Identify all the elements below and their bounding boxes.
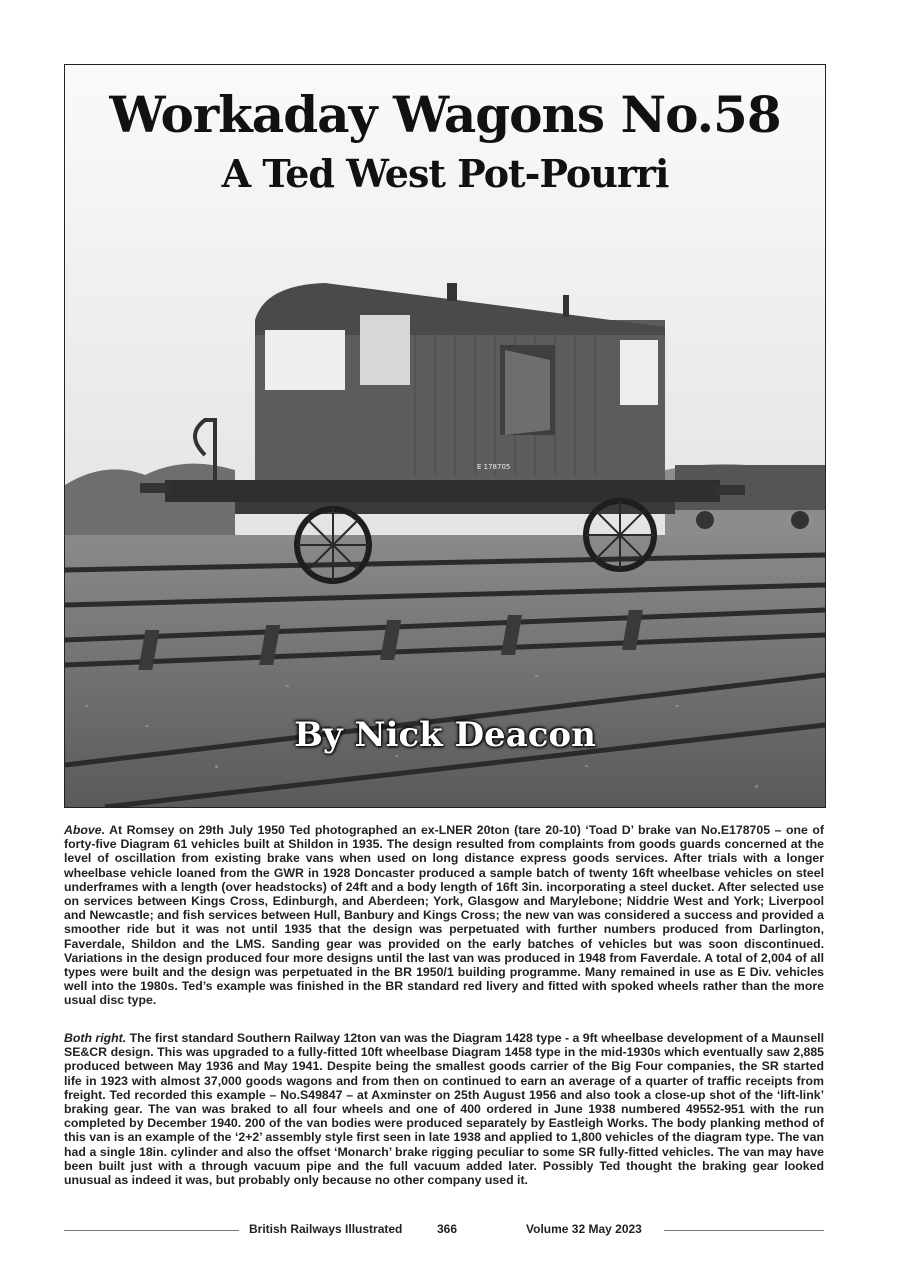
byline: By Nick Deacon bbox=[294, 715, 596, 755]
caption-both-right bbox=[64, 1031, 824, 1187]
caption-text: At Romsey on 29th July 1950 Ted photographed an ex-LNER 20ton (tare 20-10) ‘Toad D’ brake van No.E178705 – one of forty-five Diagram 61 vehicles built at Shildon in 1935. The design resulted from complaints from goods guards concerned at the level of oscillation from existing brake vans when used on long distance express goods services. After trials with a longer wheelbase vehicle loaned from the GWR in 1928 Doncaster produced a sample batch of twenty 16ft wheelbase vehicles on steel underframes with a length (over headstocks) of 24ft and a body length of 16ft 3in. incorporating a steel ducket. After selected use on services between Kings Cross, Edinburgh, and Aberdeen; York, Glasgow and Marylebone; Niddrie West and York; Liverpool and Newcastle; and fish services between Hull, Banbury and Kings Cross; the new van was considered a success and provided a smoother ride but it was not until 1935 that the design was perpetuated with further numbers produced from Darlington, Faverdale, Shildon and the LMS. Sanding gear was provided on the early batches of vehicles but was soon discontinued. Variations in the design produced four more designs until the last van was produced in 1948 from Faverdale. A total of 2,004 of all types were built and the design was perpetuated in the BR 1950/1 building programme. Many remained in use as E Div. vehicles well into the 1980s. Ted’s example was finished in the BR standard red livery and fitted with spoked wheels rather than the more usual disc type. bbox=[64, 823, 824, 1008]
article-subtitle: A Ted West Pot-Pourri bbox=[221, 151, 669, 196]
footer-volume: Volume 32 May 2023 bbox=[526, 1222, 642, 1236]
caption-text: The first standard Southern Railway 12ton van was the Diagram 1428 type - a 9ft wheelbase development of a Maunsell SE&CR design. This was upgraded to a fully-fitted 10ft wheelbase Diagram 1458 type in the mid-1930s which eventually saw 2,885 produced between May 1936 and May 1941. Despite being the smallest goods carrier of the Big Four companies, the SR started life in 1923 with almost 37,000 goods wagons and from then on continued to earn an average of a quarter of traffic receipts from freight. Ted recorded this example – No.S49847 – at Axminster on 25th August 1956 and also took a close-up shot of the ‘lift-link’ braking gear. The van was braked to all four wheels and one of 400 ordered in June 1938 numbered 49552-951 with the run completed by December 1940. 200 of the van bodies were produced separately by Eastleigh Works. The body planking method of this van is an example of the ‘2+2’ assembly style first seen in late 1938 and applied to 1,800 vehicles of the diagram type. The van had a single 18in. cylinder and also the offset ‘Monarch’ brake rigging peculiar to some SR fully-fitted vehicles. The van may have been built just with a through vacuum pipe and the full vacuum added later. Possibly Ted thought the braking gear looked unusual as indeed it was, but probably only because no other company used it. bbox=[64, 1031, 824, 1188]
footer-publication: British Railways Illustrated bbox=[249, 1222, 403, 1236]
caption-lead: Both right. bbox=[64, 1031, 127, 1045]
footer-rule-left bbox=[64, 1230, 239, 1231]
caption-above bbox=[64, 823, 824, 1008]
brake-van-photo bbox=[64, 64, 826, 808]
article-title: Workaday Wagons No.58 bbox=[109, 85, 781, 144]
page-footer bbox=[64, 1222, 824, 1242]
footer-rule-right bbox=[664, 1230, 824, 1231]
caption-lead: Above. bbox=[64, 823, 105, 837]
van-number-marking: E 178705 bbox=[477, 463, 511, 471]
footer-page-number: 366 bbox=[437, 1222, 458, 1236]
